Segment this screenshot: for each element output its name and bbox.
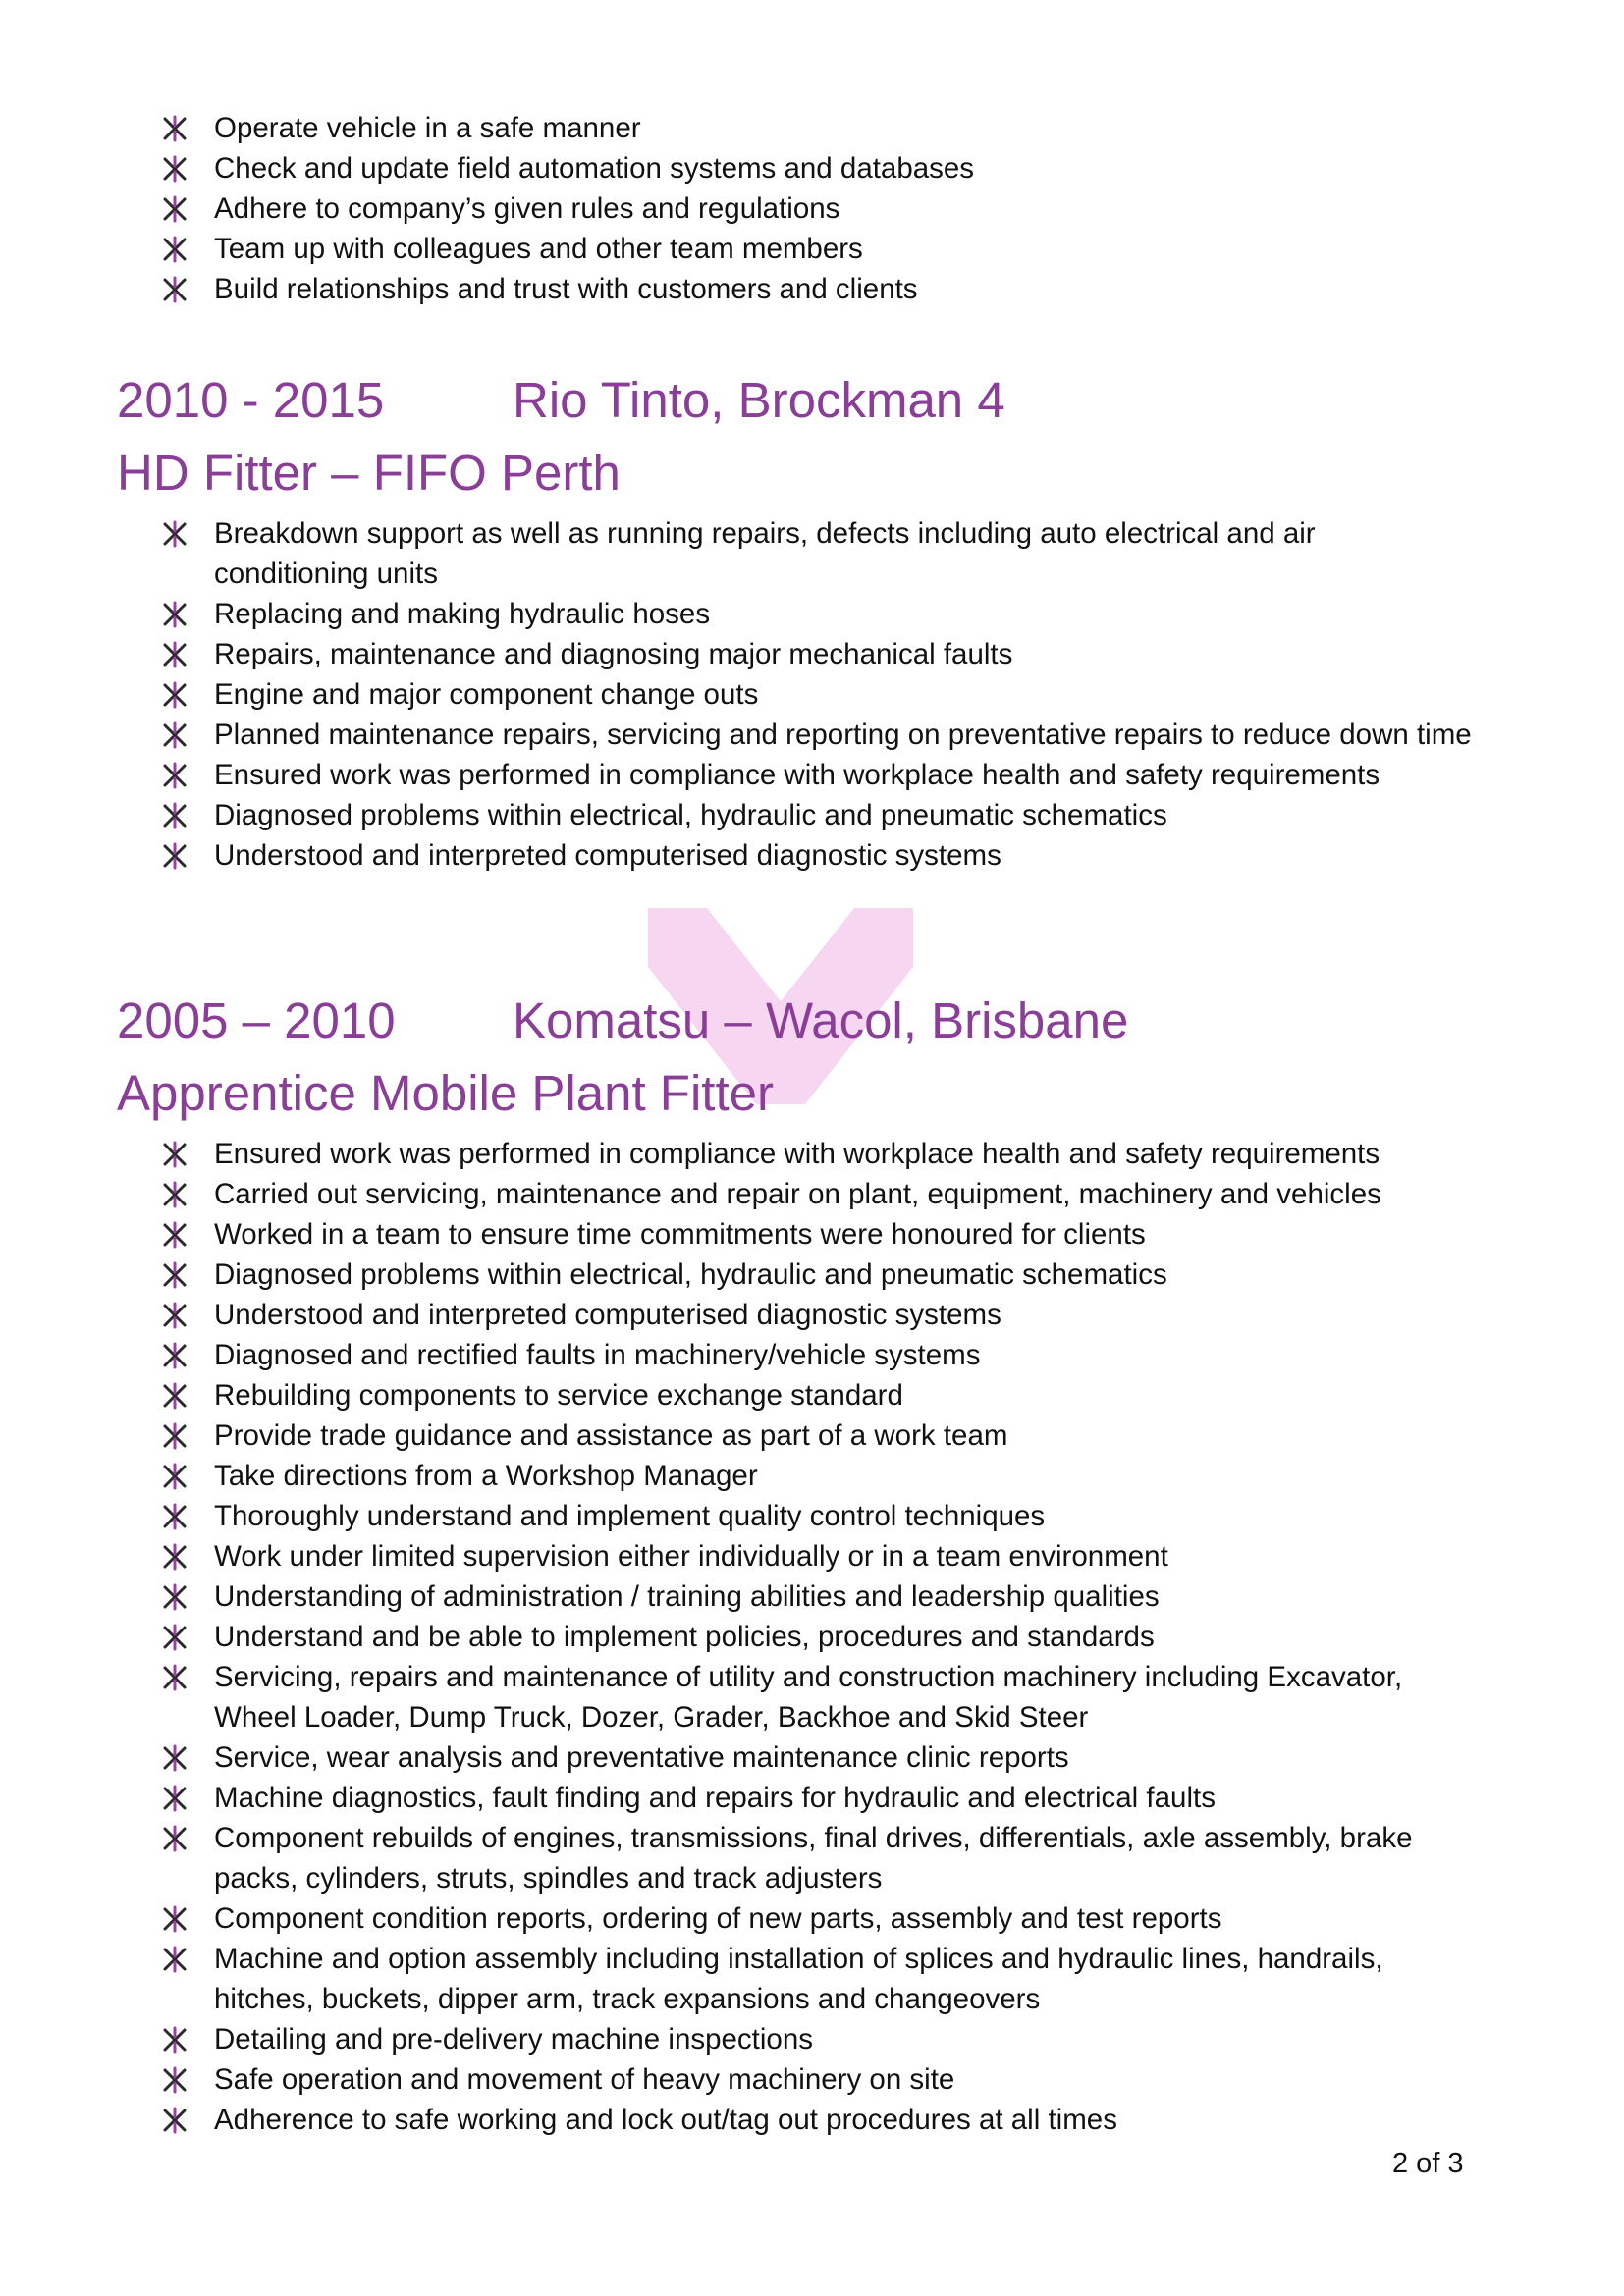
list-item-text: Adherence to safe working and lock out/tag out procedures at all times <box>214 2104 1117 2136</box>
list-item <box>214 1778 1476 1818</box>
list-item <box>214 835 1476 876</box>
list-item-text: Build relationships and trust with customers and clients <box>214 273 918 305</box>
list-item <box>214 1496 1476 1536</box>
asterisk-bullet-icon <box>161 276 189 303</box>
asterisk-bullet-icon <box>161 1825 189 1852</box>
list-item-text: Replacing and making hydraulic hoses <box>214 598 711 630</box>
asterisk-bullet-icon <box>161 2026 189 2054</box>
asterisk-bullet-icon <box>161 1463 189 1490</box>
asterisk-bullet-icon <box>161 2066 189 2094</box>
asterisk-bullet-icon <box>161 1583 189 1611</box>
list-item-text: Understood and interpreted computerised diagnostic systems <box>214 839 1001 872</box>
asterisk-bullet-icon <box>161 1503 189 1530</box>
list-item <box>214 634 1476 674</box>
asterisk-bullet-icon <box>161 236 189 263</box>
job-2-title: Apprentice Mobile Plant Fitter <box>117 1065 774 1121</box>
list-item-text: Diagnosed and rectified faults in machinery/vehicle systems <box>214 1339 981 1371</box>
list-item-text: Detailing and pre-delivery machine inspections <box>214 2023 813 2056</box>
asterisk-bullet-icon <box>161 1543 189 1571</box>
list-item-text: Repairs, maintenance and diagnosing major mechanical faults <box>214 638 1013 670</box>
asterisk-bullet-icon <box>161 1141 189 1168</box>
asterisk-bullet-icon <box>161 1302 189 1329</box>
asterisk-bullet-icon <box>161 1181 189 1208</box>
asterisk-bullet-icon <box>161 2107 189 2134</box>
asterisk-bullet-icon <box>161 1221 189 1249</box>
list-item-text: Component condition reports, ordering of new parts, assembly and test reports <box>214 1902 1222 1935</box>
list-item-text: Carried out servicing, maintenance and repair on plant, equipment, machinery and vehicles <box>214 1178 1381 1210</box>
list-item-text: Component rebuilds of engines, transmissions, final drives, differentials, axle assembly, brake packs, cylinders, struts, spindles and track adjusters <box>214 1822 1413 1895</box>
intro-bullet-list <box>0 108 1476 309</box>
list-item <box>214 2059 1476 2100</box>
asterisk-bullet-icon <box>161 681 189 709</box>
list-item-text: Service, wear analysis and preventative maintenance clinic reports <box>214 1741 1069 1774</box>
list-item <box>214 2019 1476 2059</box>
list-item-text: Check and update field automation systems and databases <box>214 152 975 185</box>
job-2-bullet-list <box>0 1134 1476 2140</box>
list-item-text: Provide trade guidance and assistance as part of a work team <box>214 1419 1008 1452</box>
asterisk-bullet-icon <box>161 1785 189 1812</box>
list-item <box>214 1737 1476 1778</box>
asterisk-bullet-icon <box>161 1624 189 1651</box>
list-item-text: Machine diagnostics, fault finding and repairs for hydraulic and electrical faults <box>214 1782 1216 1814</box>
list-item-text: Work under limited supervision either individually or in a team environment <box>214 1540 1168 1573</box>
list-item-text: Machine and option assembly including installation of splices and hydraulic lines, handrails, hitches, buckets, dipper arm, track expansions and changeovers <box>214 1943 1383 2015</box>
asterisk-bullet-icon <box>161 115 189 142</box>
list-item <box>214 1536 1476 1576</box>
list-item <box>214 674 1476 715</box>
list-item-text: Understand and be able to implement policies, procedures and standards <box>214 1621 1155 1653</box>
job-2-employer: Komatsu – Wacol, Brisbane <box>513 992 1129 1048</box>
list-item <box>214 148 1476 188</box>
asterisk-bullet-icon <box>161 762 189 789</box>
list-item <box>214 513 1476 594</box>
list-item-text: Ensured work was performed in compliance with workplace health and safety requirements <box>214 759 1380 791</box>
list-item <box>214 1657 1476 1737</box>
asterisk-bullet-icon <box>161 1422 189 1450</box>
job-1-bullet-list <box>0 513 1476 876</box>
list-item <box>214 1335 1476 1375</box>
asterisk-bullet-icon <box>161 1946 189 1973</box>
list-item <box>214 1576 1476 1617</box>
asterisk-bullet-icon <box>161 641 189 668</box>
list-item <box>214 1617 1476 1657</box>
list-item-text: Thoroughly understand and implement quality control techniques <box>214 1500 1046 1532</box>
list-item-text: Take directions from a Workshop Manager <box>214 1460 758 1492</box>
list-item <box>214 1134 1476 1174</box>
list-item <box>214 795 1476 835</box>
list-item <box>214 1375 1476 1415</box>
job-1-heading <box>117 372 1005 429</box>
job-2-heading <box>117 992 1128 1049</box>
list-item-text: Team up with colleagues and other team members <box>214 233 863 265</box>
list-item <box>214 755 1476 795</box>
list-item-text: Engine and major component change outs <box>214 678 759 711</box>
list-item <box>214 1818 1476 1898</box>
list-item-text: Diagnosed problems within electrical, hydraulic and pneumatic schematics <box>214 1258 1167 1291</box>
list-item <box>214 2100 1476 2140</box>
list-item-text: Rebuilding components to service exchange standard <box>214 1379 903 1412</box>
list-item <box>214 1295 1476 1335</box>
list-item-text: Operate vehicle in a safe manner <box>214 112 641 144</box>
list-item <box>214 1174 1476 1214</box>
asterisk-bullet-icon <box>161 721 189 749</box>
list-item <box>214 715 1476 755</box>
job-2-dates: 2005 – 2010 <box>117 992 396 1048</box>
list-item <box>214 1415 1476 1456</box>
list-item <box>214 1255 1476 1295</box>
asterisk-bullet-icon <box>161 1382 189 1410</box>
list-item <box>214 594 1476 634</box>
asterisk-bullet-icon <box>161 1261 189 1289</box>
list-item-text: Worked in a team to ensure time commitments were honoured for clients <box>214 1218 1146 1251</box>
list-item-text: Adhere to company’s given rules and regulations <box>214 192 840 225</box>
asterisk-bullet-icon <box>161 1664 189 1691</box>
asterisk-bullet-icon <box>161 195 189 223</box>
list-item <box>214 188 1476 229</box>
list-item-text: Safe operation and movement of heavy machinery on site <box>214 2063 955 2096</box>
list-item <box>214 1456 1476 1496</box>
list-item <box>214 1939 1476 2019</box>
list-item-text: Understanding of administration / training abilities and leadership qualities <box>214 1580 1160 1613</box>
job-1-title: HD Fitter – FIFO Perth <box>117 445 621 501</box>
asterisk-bullet-icon <box>161 155 189 183</box>
list-item-text: Breakdown support as well as running repairs, defects including auto electrical and air conditioning units <box>214 517 1316 590</box>
asterisk-bullet-icon <box>161 1905 189 1933</box>
list-item <box>214 1214 1476 1255</box>
list-item <box>214 1898 1476 1939</box>
asterisk-bullet-icon <box>161 1744 189 1772</box>
asterisk-bullet-icon <box>161 842 189 870</box>
job-1-dates: 2010 - 2015 <box>117 372 385 428</box>
asterisk-bullet-icon <box>161 802 189 829</box>
list-item <box>214 269 1476 309</box>
list-item-text: Ensured work was performed in compliance with workplace health and safety requirements <box>214 1138 1380 1170</box>
asterisk-bullet-icon <box>161 1342 189 1369</box>
list-item-text: Planned maintenance repairs, servicing and reporting on preventative repairs to reduce down time <box>214 719 1472 751</box>
page-number: 2 of 3 <box>1392 2148 1464 2179</box>
job-1-employer: Rio Tinto, Brockman 4 <box>513 372 1005 428</box>
asterisk-bullet-icon <box>161 601 189 628</box>
list-item-text: Understood and interpreted computerised diagnostic systems <box>214 1299 1001 1331</box>
list-item <box>214 108 1476 148</box>
asterisk-bullet-icon <box>161 520 189 548</box>
list-item <box>214 229 1476 269</box>
list-item-text: Servicing, repairs and maintenance of utility and construction machinery including Excavator, Wheel Loader, Dump Truck, Dozer, Grader, Backhoe and Skid Steer <box>214 1661 1403 1734</box>
list-item-text: Diagnosed problems within electrical, hydraulic and pneumatic schematics <box>214 799 1167 831</box>
